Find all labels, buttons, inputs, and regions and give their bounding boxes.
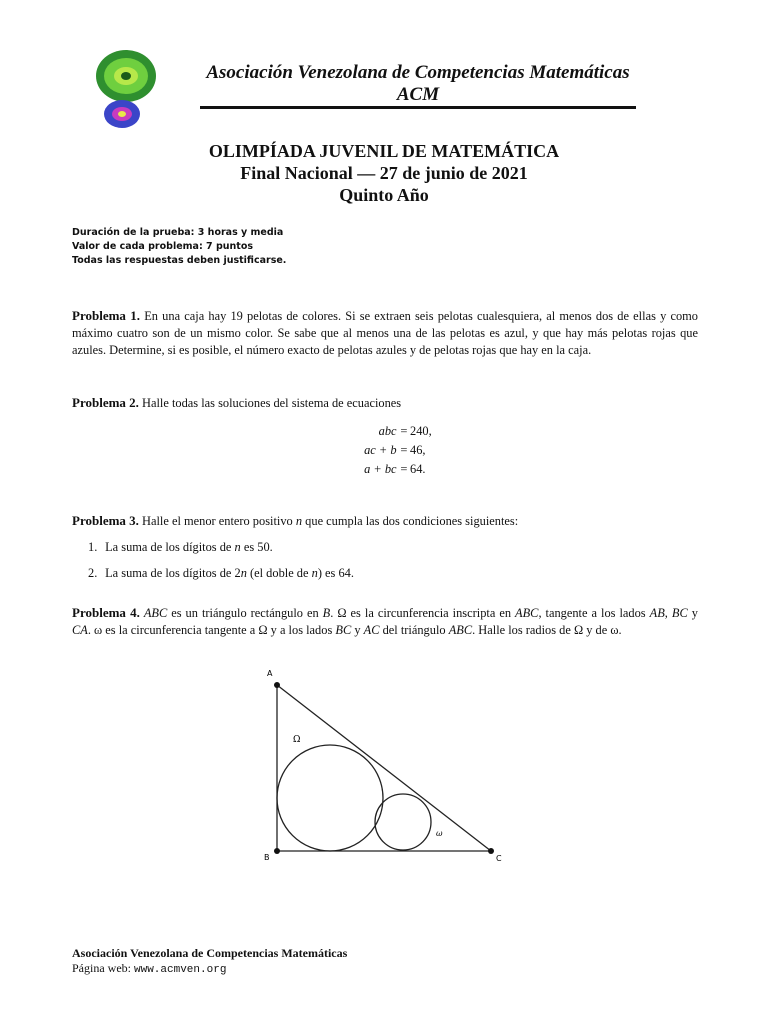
final-date: Final Nacional — 27 de junio de 2021 (240, 163, 528, 183)
problem-4-label: Problema 4. (72, 605, 140, 620)
equation-system (340, 422, 432, 479)
equation-1: abc = 240, (378, 424, 432, 438)
condition-2: 2. La suma de los dígitos de 2n (el doble de n) es 64. (88, 566, 354, 580)
problem-2 (72, 394, 698, 412)
exam-instructions (72, 226, 286, 268)
problem-3-label: Problema 3. (72, 513, 139, 528)
equation-2: ac + b = 46, (364, 443, 426, 457)
problem-2-text: Halle todas las soluciones del sistema de ecuaciones (142, 396, 402, 410)
vertex-b-dot (274, 848, 280, 854)
organization-header (200, 62, 636, 106)
website-link[interactable]: www.acmven.org (134, 964, 227, 976)
organization-acronym: ACM (396, 84, 440, 105)
label-omega-upper: Ω (293, 735, 301, 745)
vertex-c-dot (488, 848, 494, 854)
small-circle-omega-lower (375, 794, 431, 850)
triangle-diagram (250, 660, 520, 870)
incircle-omega-upper (277, 745, 383, 851)
footer-organization: Asociación Venezolana de Competencias Matemáticas (72, 946, 348, 960)
grade-level: Quinto Año (339, 185, 429, 205)
side-ca (277, 685, 491, 851)
problem-3-conditions (88, 539, 354, 591)
problem-1-label: Problema 1. (72, 308, 141, 323)
problem-4: Problema 4. ABC es un triángulo rectángulo en B. Ω es la circunferencia inscripta en ABC, tangente a los lados AB, BC y CA. ω es la circunferencia tangente a Ω y a los lados BC y AC del triángulo ABC. Halle los radios de Ω y de ω. (72, 605, 698, 637)
acm-logo (92, 46, 160, 134)
label-a: A (267, 669, 273, 678)
olympiad-title: OLIMPÍADA JUVENIL DE MATEMÁTICA (208, 141, 560, 161)
value-text: Valor de cada problema: 7 puntos (72, 241, 254, 252)
problem-1-text: En una caja hay 19 pelotas de colores. Si se extraen seis pelotas cualesquiera, al menos dos de ellas y como máximo cuatro son de un mismo color. Se sabe que al menos una de las pelotas es azul, y que hay más pelotas rojas que azules. Determine, si es posible, el número exacto de pelotas azules y de pelotas rojas que hay en la caja. (72, 309, 698, 357)
justify-text: Todas las respuestas deben justificarse. (72, 255, 287, 266)
duration-text: Duración de la prueba: 3 horas y media (72, 227, 284, 238)
problem-1 (72, 307, 698, 359)
organization-name: Asociación Venezolana de Competencias Matemáticas (206, 62, 630, 83)
condition-1: 1. La suma de los dígitos de n es 50. (88, 540, 273, 554)
label-c: C (496, 854, 502, 863)
problem-3: Problema 3. Halle el menor entero positivo n que cumpla las dos condiciones siguientes: (72, 513, 519, 528)
problem-2-label: Problema 2. (72, 395, 139, 410)
vertex-a-dot (274, 682, 280, 688)
footer-web: Página web: www.acmven.org (72, 961, 227, 976)
label-omega-lower: ω (436, 829, 443, 838)
page-footer (72, 946, 347, 978)
header-rule (200, 106, 636, 109)
equation-3: a + bc = 64. (364, 462, 426, 476)
label-b: B (264, 853, 270, 862)
exam-title (0, 140, 768, 206)
